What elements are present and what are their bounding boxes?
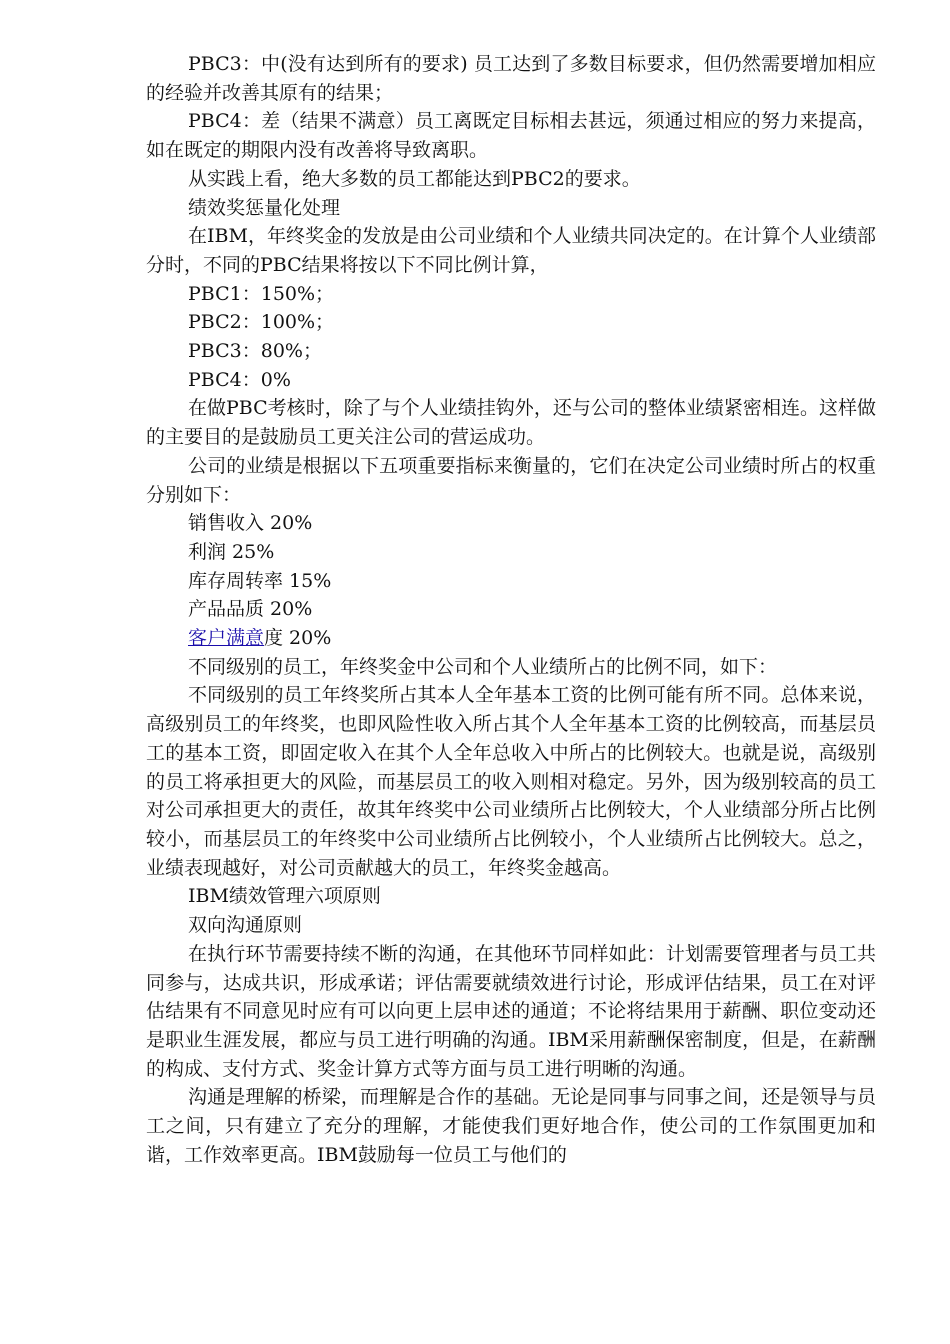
list-item-pbc4: PBC4：0%	[188, 368, 291, 391]
customer-satisfaction-weight: 度 20%	[264, 627, 332, 650]
list-item-inventory-turnover: 库存周转率 15%	[188, 569, 332, 592]
customer-satisfaction-link[interactable]: 客户满意	[188, 627, 265, 650]
list-item-pbc1: PBC1：150%；	[188, 282, 335, 305]
paragraph-practice: 从实践上看，绝大多数的员工都能达到PBC2的要求。	[188, 167, 641, 190]
paragraph-pbc3: PBC3：中(没有达到所有的要求) 员工达到了多数目标要求，但仍然需要增加相应的经验并改善其原有的结果；	[146, 53, 876, 104]
list-item-sales-revenue: 销售收入 20%	[188, 512, 313, 535]
paragraph-level-ratio: 不同级别的员工，年终奖金中公司和个人业绩所占的比例不同，如下：	[188, 655, 778, 678]
heading-two-way-communication: 双向沟通原则	[188, 914, 303, 937]
paragraph-communication-bridge: 沟通是理解的桥梁，而理解是合作的基础。无论是同事与同事之间，还是领导与员工之间，只有建立了充分的理解，才能使我们更好地合作，使公司的工作氛围更加和谐，工作效率更高。IBM鼓励每一位员工与他们的	[146, 1086, 876, 1166]
document-page	[146, 50, 876, 1169]
list-item-pbc2: PBC2：100%；	[188, 311, 335, 334]
paragraph-communication-process: 在执行环节需要持续不断的沟通，在其他环节同样如此：计划需要管理者与员工共同参与，达成共识，形成承诺；评估需要就绩效进行讨论，形成评估结果，员工在对评估结果有不同意见时应有可以向更上层申述的通道；不论将结果用于薪酬、职位变动还是职业生涯发展，都应与员工进行明确的沟通。IBM采用薪酬保密制度，但是，在薪酬的构成、支付方式、奖金计算方式等方面与员工进行明晰的沟通。	[146, 942, 876, 1080]
list-item-profit: 利润 25%	[188, 540, 275, 563]
paragraph-pbc-assessment: 在做PBC考核时，除了与个人业绩挂钩外，还与公司的整体业绩紧密相连。这样做的主要目的是鼓励员工更关注公司的营运成功。	[146, 397, 876, 449]
heading-six-principles: IBM绩效管理六项原则	[188, 885, 381, 908]
paragraph-pbc4: PBC4：差（结果不满意）员工离既定目标相去甚远，须通过相应的努力来提高，如在既定的期限内没有改善将导致离职。	[146, 110, 876, 162]
list-item-pbc3: PBC3：80%；	[188, 340, 322, 363]
paragraph-year-end-bonus: 在IBM，年终奖金的发放是由公司业绩和个人业绩共同决定的。在计算个人业绩部分时，不同的PBC结果将按以下不同比例计算，	[146, 225, 876, 276]
list-item-product-quality: 产品品质 20%	[188, 598, 313, 621]
paragraph-level-explanation: 不同级别的员工年终奖所占其本人全年基本工资的比例可能有所不同。总体来说，高级别员工的年终奖，也即风险性收入所占其个人全年基本工资的比例较高，而基层员工的基本工资，即固定收入在其个人全年总收入中所占的比例较大。也就是说，高级别的员工将承担更大的风险，而基层员工的收入则相对稳定。另外，因为级别较高的员工对公司承担更大的责任，故其年终奖中公司业绩所占比例较大，个人业绩部分所占比例较小，而基层员工的年终奖中公司业绩所占比例较小，个人业绩所占比例较大。总之，业绩表现越好，对公司贡献越大的员工，年终奖金越高。	[146, 684, 876, 879]
heading-reward-quantification: 绩效奖惩量化处理	[188, 196, 341, 219]
list-item-customer-satisfaction	[146, 624, 876, 653]
paragraph-company-metrics: 公司的业绩是根据以下五项重要指标来衡量的，它们在决定公司业绩时所占的权重分别如下：	[146, 454, 876, 506]
